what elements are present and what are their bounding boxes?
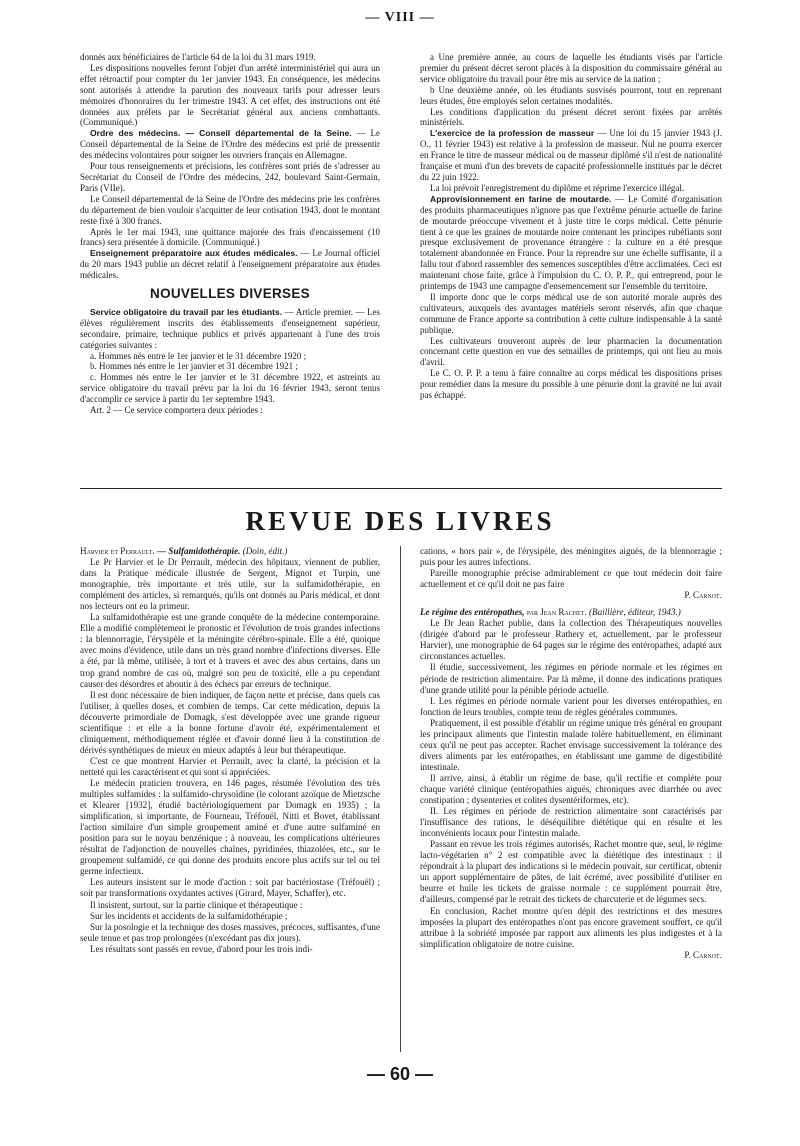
paragraph	[420, 194, 722, 292]
paragraph: C'est ce que montrent Harvier et Perrault, avec la clarté, la précision et la netteté qui les caractérisent et qui sont si appréciées.	[80, 755, 380, 777]
paragraph: Il insistent, surtout, sur la partie clinique et thérapeutique :	[90, 899, 303, 910]
list-item: c. Hommes nés entre le 1er janvier et le 31 décembre 1922, et astreints au service obligatoire du travail prévu par la loi du 16 février 1943, seront tenus d'accomplir ce service à partir du 1er septembre 1943.	[80, 372, 380, 405]
paragraph: Les résultats sont passés en revue, d'abord pour les trois indi-	[90, 943, 313, 954]
column-rule	[400, 546, 401, 1052]
book1-publisher: (Doin, édit.)	[240, 546, 288, 556]
paragraph: Pour tous renseignements et précisions, les confrères sont priés de s'adresser au Secrétariat du Conseil de l'Ordre des médecins, 242, boulevard Saint-Germain, Paris (VIIe).	[80, 161, 380, 193]
paragraph	[420, 128, 722, 183]
masseur-heading: L'exercice de la profession de masseur	[430, 128, 595, 139]
paragraph: donnés aux bénéficiaires de l'article 64 de la loi du 31 mars 1919.	[80, 52, 316, 62]
book1-authors: Harvier et Perrault.	[80, 546, 155, 556]
book2-author: par Jean Rachet.	[524, 607, 587, 618]
paragraph: II. Les régimes en période de restriction alimentaire sont caractérisés par l'insuffisance des rations, le déséquilibre diététique qui en résulte et les inconvénients locaux pour l'intestin malade.	[420, 806, 722, 839]
ordre-text: — Le Conseil départemental de la Seine de l'Ordre des médecins est prié de pressentir des médecins volontaires pour soigner les ouvriers français en Allemagne.	[80, 128, 381, 161]
paragraph: Les cultivateurs trouveront auprès de leur pharmacien la documentation concernant cette question en vue des semailles de printemps, qui ont lieu au mois d'avril.	[420, 335, 722, 368]
paragraph: Le C. O. P. P. a tenu à faire connaître au corps médical les dispositions prises pour remédier dans la mesure du possible à une pénurie dont la gravité ne lui avait pas échappé.	[420, 368, 722, 401]
farine-heading: Approvisionnement en farine de moutarde.	[430, 193, 612, 204]
paragraph: Le Pr Harvier et le Dr Perrault, médecin des hôpitaux, viennent de publier, dans la Pratique médicale illustrée de Sergent, Mignot et Turpin, une monographie, très importante et très utile, sur la sulfamidothérapie, en complément des articles, si remarqués, qu'ils ont donnés au Paris médical, et dont nos lecteurs ont eu la primeur.	[80, 557, 380, 612]
list-item: a Une première année, au cours de laquelle les étudiants visés par l'article premier du présent décret seront placés à la disposition du commissaire général au service obligatoire du travail pour être mis au service de la nation ;	[420, 52, 722, 84]
book2-publisher: (Baillière, éditeur, 1943.)	[586, 607, 681, 618]
paragraph: La sulfamidothérapie est une grande conquête de la médecine contemporaine. Elle a modifié complètement le pronostic et l'évolution de trois grandes infections : la blennorragie, l'érysipèle et la méningite cérébro-spinale. Elle a été, quoique avec moins d'évidence, utile dans un très grand nombre d'infections diverses. Elle a été, par là même, utilisée, à tort et à travers et avec des abus certains, dans un trop grand nombre de cas où, malgré son peu de toxicité, elle a pu cependant causer des désordres et aboutir à des échecs par erreurs de technique.	[80, 612, 380, 689]
paragraph	[80, 128, 380, 161]
paragraph: Pareille monographie précise admirablement ce que tout médecin doit faire actuellement et ce qu'il doit ne pas faire	[420, 568, 722, 590]
paragraph: La loi prévoit l'enregistrement du diplôme et réprime l'exercice illégal.	[430, 182, 685, 193]
roman-page-number: — VIII —	[365, 10, 435, 25]
paragraph: Les conditions d'application du présent décret seront fixées par arrêtés ministériels.	[420, 106, 722, 128]
enseignement-text: — Le Journal officiel du 20 mars 1943 publie un décret relatif à l'enseignement préparatoire aux études médicales.	[80, 248, 380, 281]
paragraph: Il étudie, successivement, les régimes en période normale et les régimes en période de restriction alimentaire. Par là même, il donne des indications pratiques d'une grande utilité pour la pénible période actuelle.	[420, 662, 722, 695]
news-right-column	[420, 52, 722, 401]
paragraph: Sur la posologie et la technique des doses massives, précoces, suffisantes, d'une seule tenue et pas trop prolongées (n'excédant pas dix jours).	[80, 921, 380, 943]
service-heading: Service obligatoire du travail par les étudiants.	[90, 306, 283, 317]
page-number: — 60 —	[366, 1064, 434, 1084]
book1-title: — Sulfamidothérapie.	[154, 546, 241, 556]
paragraph	[80, 307, 380, 351]
service-text: — Article premier. — Les élèves régulièrement inscrits des établissements d'enseignement supérieur, secondaire, primaire, technique publics et privés appartenant à l'une des trois catégories suivantes :	[80, 306, 380, 350]
paragraph: Après le 1er mai 1943, une quittance majorée des frais d'encaissement (10 francs) sera présentée à domicile. (Communiqué.)	[80, 226, 380, 248]
list-item: b. Hommes nés entre le 1er janvier et 31 décembre 1921 ;	[90, 361, 298, 372]
paragraph: Il importe donc que le corps médical use de son autorité morale auprès des cultivateurs, auxquels des avantages matériels seront réservés, afin que chaque commune de France apporte sa contribution à cette culture indispensable à la santé publique.	[420, 291, 722, 335]
paragraph: Les dispositions nouvelles feront l'objet d'un arrêté interministériel qui aura un effet rétroactif pour compter du 1er janvier 1943. En conséquence, les médecins sont autorisés à attendre la parution des nouveaux tarifs pour adresser leurs mémoires d'honoraires du 1er trimestre 1943. A cet effet, des instructions ont été données aux préfets par le Secrétariat général aux anciens combattants. (Communiqué.)	[80, 62, 380, 128]
review-right-column	[420, 546, 722, 961]
list-item: b Une deuxième année, où les étudiants susvisés pourront, tout en reprenant leurs études, être employés selon certaines modalités.	[420, 84, 722, 106]
list-item: a. Hommes nés entre le 1er janvier et le 31 décembre 1920 ;	[90, 350, 307, 361]
farine-text: — Le Comité d'organisation des produits pharmaceutiques n'ignore pas que l'extrême pénurie actuelle de farine de moutarde préoccupe vivement et à juste titre le corps médical. Cette pénurie tient à ce que les graines de moutarde noire contenant les principes rubéfiants sont presque exclusivement de provenance étrangère : la culture en a été presque totalement abandonnée en France. Pour la reprendre sur une échelle suffisante, il a fallu tout d'abord rassembler des semences susceptibles d'être acclimatées. Ceci est maintenant chose faite, grâce à l'impulsion du C. O. P. P., qui entreprend, pour le printemps de 1943 une campagne d'ensemencement sur l'ensemble du territoire.	[420, 193, 722, 292]
paragraph: I. Les régimes en période normale varient pour les diverses entéropathies, en fonction de leurs troubles, compte tenu de règles générales communes.	[420, 695, 722, 717]
paragraph: Il est donc nécessaire de bien indiquer, de façon nette et précise, dans quels cas l'utiliser, à quelles doses, et combien de temps. Car cette médication, depuis la découverte primordiale de Domagk, s'est développée avec une grande rigueur scientifique : et elle a la bonne fortune d'avoir été, expérimentalement et cliniquement, méthodiquement réglée et d'avoir donné lieu à la constitution de dérivés synthétiques de mieux en mieux adaptés à leur but thérapeutique.	[80, 689, 380, 755]
paragraph: Le médecin praticien trouvera, en 146 pages, résumée l'évolution des très multiples sulfamides : la sulfamido-chrysoïdine (le colorant azoïque de Mietzsche et Klearer [1932], étudié bactériologiquement par Domagk en 1935) ; la simplification, si importante, de Fourneau, Tréfouël, Nitti et Bovet, établissant l'action similaire d'un simple groupement aminé et d'une autre sulfaminé en position para sur le noyau benzénique ; à nouveau, les complications ultérieures résultat de l'adjonction de nouvelles chaînes, pyridinées, thiazolées, etc., sur le groupement sulfamidé, ce qui donne des produits encore plus actifs sur tel ou tel germe infectieux.	[80, 777, 380, 877]
paragraph: En conclusion, Rachet montre qu'en dépit des restrictions et des mesures imposées la plupart des entéropathes n'ont pas encore gravement souffert, ce qu'il attribue à la sobriété imposée par rapport aux aliments les plus indigestes et à la simplification obligatoire de notre cuisine.	[420, 905, 722, 949]
paragraph: Les auteurs insistent sur le mode d'action : soit par bactériostase (Tréfouël) ; soit par transformations oxydantes actives (Girard, Mayer, Schaffer), etc.	[80, 877, 380, 899]
paragraph: Le Dr Jean Rachet publie, dans la collection des Thérapeutiques nouvelles (dirigée d'abord par le professeur Rathery et, actuellement, par le professeur Harvier), une monographie de 64 pages sur le régime des entéropathes, adapté aux circonstances actuelles.	[420, 618, 722, 662]
masseur-text: — Une loi du 15 janvier 1943 (J. O., 11 février 1943) est relative à la profession de masseur. Nul ne pourra exercer en France le titre de masseur médical ou de masseur diplômé s'il n'est de nationalité française et muni d'un des brevets de capacité professionnelle institués par le décret du 22 juin 1922.	[420, 128, 722, 182]
news-left-column	[80, 52, 380, 416]
enseignement-heading: Enseignement préparatoire aux études médicales.	[90, 248, 298, 259]
paragraph: Il arrive, ainsi, à établir un régime de base, qu'il rectifie et complète pour chaque variété clinique (entéropathies aiguës, chroniques avec diarrhée ou avec constipation ; dysenteries et colites dysentériformes, etc).	[420, 772, 722, 806]
signature: P. Carnot.	[684, 949, 722, 960]
review-left-column	[80, 546, 380, 955]
paragraph: Le Conseil départemental de la Seine de l'Ordre des médecins prie les confrères du département de bien vouloir s'acquitter de leur cotisation 1943, dont le montant reste fixé à 300 francs.	[80, 193, 380, 226]
ordre-heading: Ordre des médecins. — Conseil départemental de la Seine.	[90, 128, 352, 139]
section-title-nouvelles: NOUVELLES DIVERSES	[150, 286, 310, 302]
book2-title: Le régime des entéropathes,	[420, 607, 525, 618]
signature: P. Carnot.	[684, 590, 722, 601]
paragraph: Sur les incidents et accidents de la sulfamidothérapie ;	[90, 910, 288, 921]
paragraph: Passant en revue les trois régimes autorisés, Rachet montre que, seul, le régime lacto-végétarien n° 2 est compatible avec la diététique des intestinaux : il répondrait à la plupart des indications si le médecin pouvait, sur certificat, obtenir un apport supplémentaire de pâtes, de lait écrémé, avec possibilité d'utiliser en beurre et huile les tickets de graisse normale : ce supplément pourrait être, d'ailleurs, compensé par le retrait des tickets de charcuterie et de légumes secs.	[420, 839, 722, 905]
paragraph: cations, « hors pair », de l'érysipèle, des méningites aiguës, de la blennorragie ; puis pour les autres infections.	[420, 546, 722, 568]
paragraph: Pratiquement, il est possible d'établir un régime unique très général en groupant les principaux aliments que l'intestin malade tolère habituellement, en éliminant ceux qu'il ne peut pas accepter. Rachet envisage successivement la tolérance des divers aliments par les entéropathes, en établissant une gamme de digestibilité intestinale.	[420, 717, 722, 772]
review-title: REVUE DES LIVRES	[245, 506, 555, 536]
horizontal-divider	[80, 488, 722, 489]
book1-citation	[80, 546, 380, 557]
paragraph: Art. 2 — Ce service comportera deux périodes :	[90, 405, 263, 416]
paragraph	[80, 248, 380, 281]
book2-citation	[420, 607, 722, 618]
